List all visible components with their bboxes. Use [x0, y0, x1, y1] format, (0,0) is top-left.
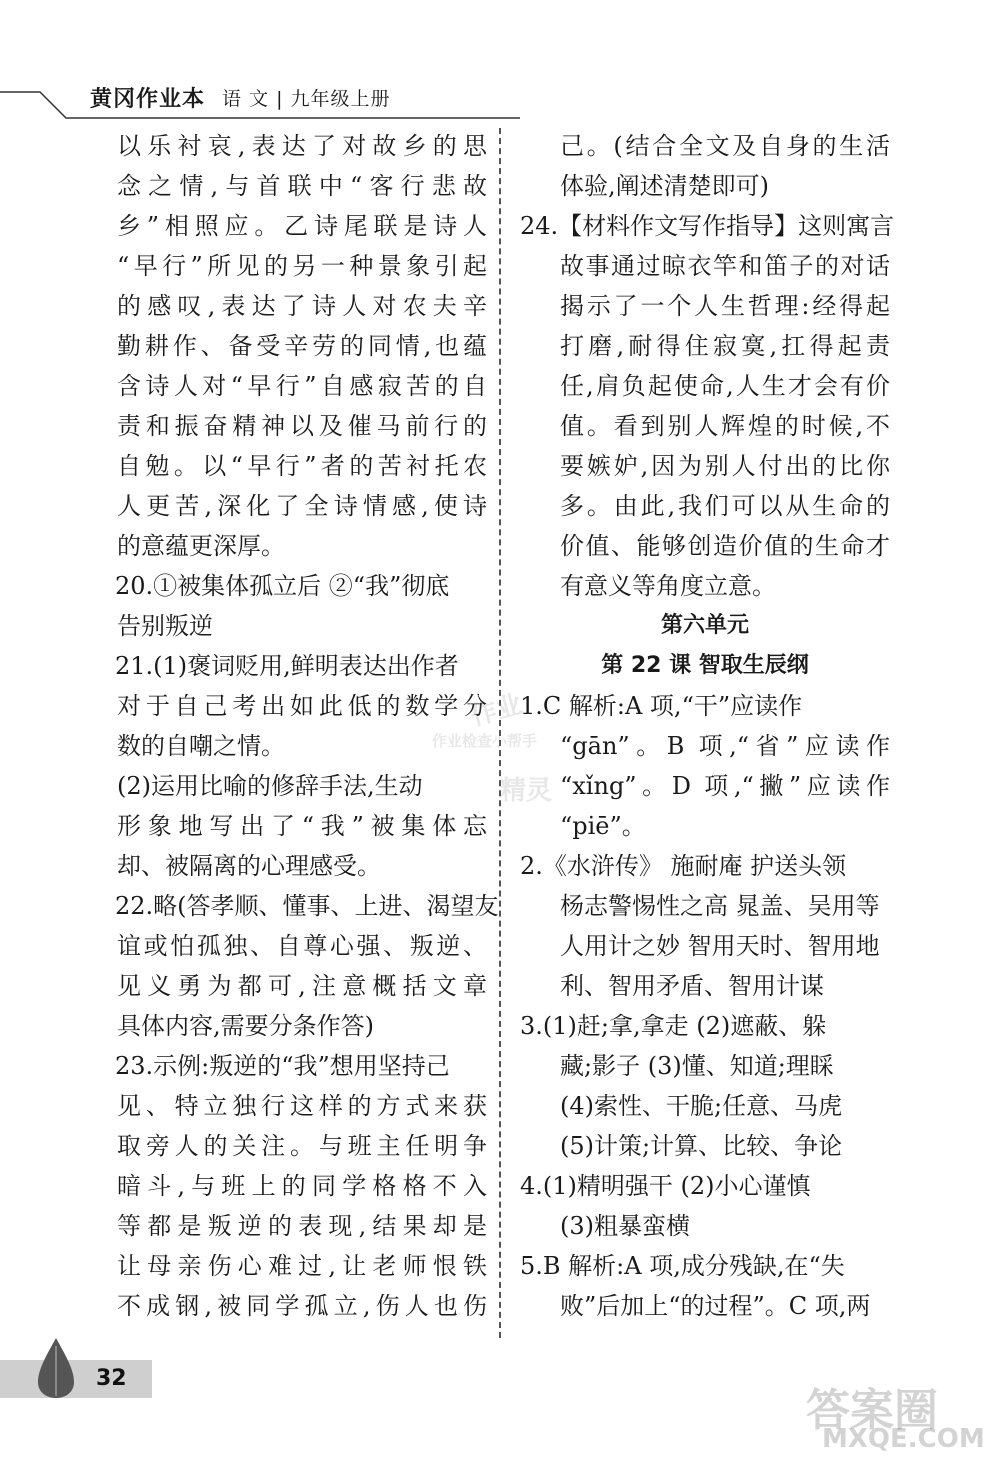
watermark-brand: 答案圈 — [806, 1385, 938, 1436]
text-line: 败”后加上“的过程”。C 项,两 — [560, 1292, 871, 1320]
answer-24: 24.【材料作文写作指导】这则寓言 — [520, 212, 895, 240]
watermark-stamp-mid: 作业检查小帮手 — [432, 732, 538, 750]
answer-2: 2.《水浒传》 施耐庵 护送头领 — [520, 852, 847, 880]
text-line: 数的自嘲之情。 — [117, 732, 285, 760]
text-line: 谊或怕孤独、自尊心强、叛逆、 — [117, 932, 487, 960]
text-line: 让母亲伤心难过,让老师恨铁 — [117, 1252, 487, 1280]
text-line: 价值、能够创造价值的生命才 — [560, 532, 890, 560]
text-line: 的意蕴更深厚。 — [117, 532, 285, 560]
text-line: “gān”。B 项,“省”应读作 — [560, 732, 890, 760]
answer-4: 4.(1)精明强干 (2)小心谨慎 — [520, 1172, 811, 1200]
text-line: (4)索性、干脆;任意、马虎 — [560, 1092, 843, 1120]
text-line: 任,肩负起使命,人生才会有价 — [560, 372, 890, 400]
text-line: 暗斗,与班上的同学格格不入 — [117, 1172, 487, 1200]
book-title: 黄冈作业本 — [90, 87, 206, 112]
text-line: 对于自己考出如此低的数学分 — [117, 692, 487, 720]
text-line: 自勉。以“早行”者的苦衬托农 — [117, 452, 487, 480]
text-line: 告别叛逆 — [117, 612, 213, 640]
text-line: 含诗人对“早行”自感寂苦的自 — [117, 372, 487, 400]
text-line: 具体内容,需要分条作答) — [117, 1012, 374, 1040]
text-line: “piē”。 — [560, 812, 646, 840]
text-line: 人用计之妙 智用天时、智用地 — [560, 932, 880, 960]
text-line: 的感叹,表达了诗人对农夫辛 — [117, 292, 487, 320]
answer-5: 5.B 解析:A 项,成分残缺,在“失 — [520, 1252, 845, 1280]
text-line: 念之情,与首联中“客行悲故 — [117, 172, 487, 200]
text-line: 责和振奋精神以及催马前行的 — [117, 412, 487, 440]
text-line: 打磨,耐得住寂寞,扛得起责 — [560, 332, 890, 360]
text-line: 人更苦,深化了全诗情感,使诗 — [117, 492, 487, 520]
text-line: 体验,阐述清楚即可) — [560, 172, 769, 200]
text-line: (5)计策;计算、比较、争论 — [560, 1132, 843, 1160]
text-line: 取旁人的关注。与班主任明争 — [117, 1132, 487, 1160]
text-line: 故事通过晾衣竿和笛子的对话 — [560, 252, 890, 280]
text-line: 要嫉妒,因为别人付出的比你 — [560, 452, 890, 480]
watermark-stamp-top: 作业 — [467, 689, 526, 733]
footer-bar — [0, 1360, 152, 1398]
answer-21: 21.(1)褒词贬用,鲜明表达出作者 — [115, 652, 459, 680]
page-header — [0, 70, 520, 122]
text-line: 等都是叛逆的表现,结果却是 — [117, 1212, 487, 1240]
text-line: 形象地写出了“我”被集体忘 — [117, 812, 487, 840]
right-column — [520, 126, 895, 1326]
text-line: “早行”所见的另一种景象引起 — [117, 252, 487, 280]
text-line: 利、智用矛盾、智用计谋 — [560, 972, 824, 1000]
answer-20: 20.①被集体孤立后 ②“我”彻底 — [115, 572, 450, 600]
answer-1: 1.C 解析:A 项,“干”应读作 — [520, 692, 803, 720]
leaf-icon — [36, 1338, 76, 1398]
text-line: 多。由此,我们可以从生命的 — [560, 492, 890, 520]
text-line: 以乐衬哀,表达了对故乡的思 — [117, 132, 487, 160]
lesson-heading: 第 22 课 智取生辰纲 — [601, 653, 809, 678]
book-subtitle: 语 文 | 九年级上册 — [222, 88, 391, 110]
text-line: 勤耕作、备受辛劳的同情,也蕴 — [117, 332, 487, 360]
text-line: 不成钢,被同学孤立,伤人也伤 — [117, 1292, 487, 1320]
text-line: 藏;影子 (3)懂、知道;理睬 — [560, 1052, 834, 1080]
answer-3: 3.(1)赶;拿,拿走 (2)遮蔽、躲 — [520, 1012, 827, 1040]
text-line: 乡”相照应。乙诗尾联是诗人 — [117, 212, 487, 240]
text-line: 值。看到别人辉煌的时候,不 — [560, 412, 890, 440]
text-line: 杨志警惕性之高 晁盖、吴用等 — [560, 892, 880, 920]
answer-22: 22.略(答孝顺、懂事、上进、渴望友 — [115, 892, 499, 920]
text-line: “xǐng”。D 项,“撇”应读作 — [560, 772, 890, 800]
text-line: 己。(结合全文及自身的生活 — [560, 132, 890, 160]
unit-heading: 第六单元 — [660, 613, 749, 638]
text-line: (2)运用比喻的修辞手法,生动 — [117, 772, 423, 800]
text-line: 却、被隔离的心理感受。 — [117, 852, 381, 880]
text-line: 见、特立独行这样的方式来获 — [117, 1092, 487, 1120]
answer-23: 23.示例:叛逆的“我”想用坚持己 — [115, 1052, 450, 1080]
text-line: (3)粗暴蛮横 — [560, 1212, 690, 1240]
watermark-stamp-bottom: 精灵 — [500, 776, 553, 806]
column-divider — [499, 128, 501, 1338]
text-line: 揭示了一个人生哲理:经得起 — [560, 292, 890, 320]
text-line: 有意义等角度立意。 — [560, 572, 776, 600]
page-number: 32 — [96, 1366, 127, 1391]
page-footer — [0, 1338, 160, 1398]
text-line: 见义勇为都可,注意概括文章 — [117, 972, 487, 1000]
watermark-site: MXQE.COM — [822, 1424, 985, 1454]
